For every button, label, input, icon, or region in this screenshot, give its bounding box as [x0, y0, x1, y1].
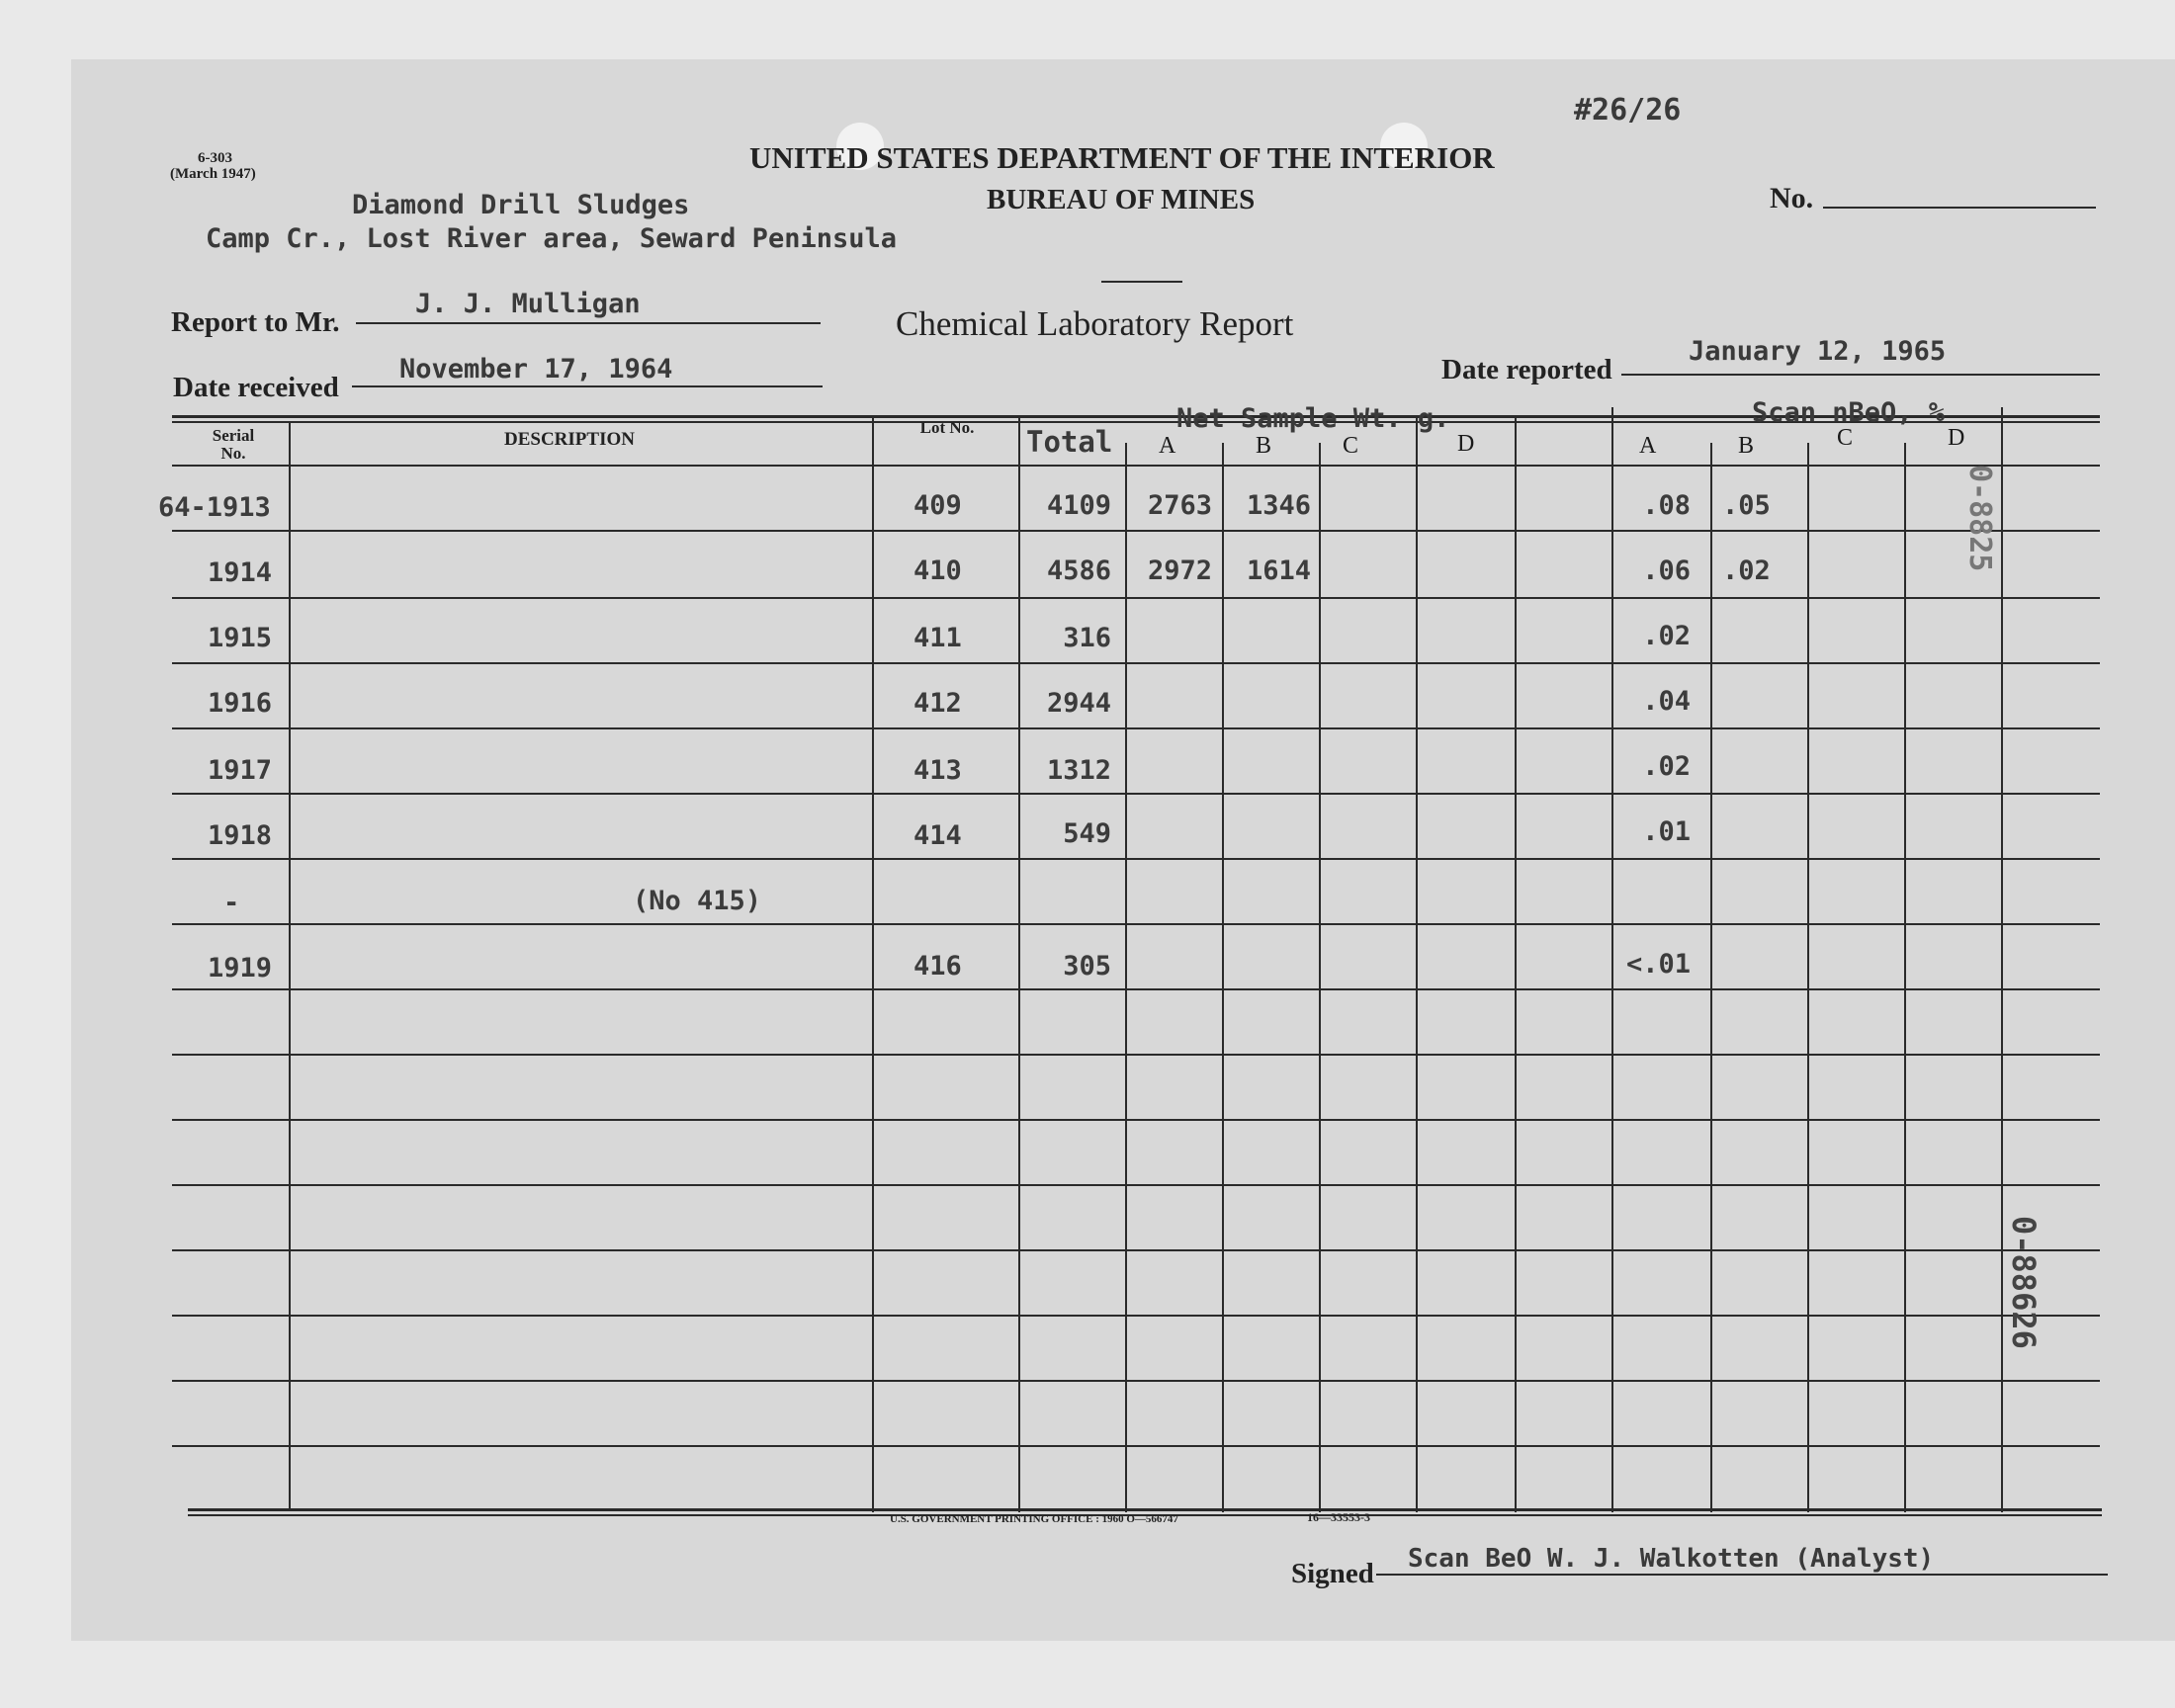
signed-label: Signed: [1291, 1558, 1374, 1589]
cell-serial: 1919: [208, 953, 273, 983]
report-to-label: Report to Mr.: [171, 306, 340, 338]
date-received-value: November 17, 1964: [399, 354, 673, 384]
no-label: No.: [1770, 182, 1814, 214]
cell-lot: 410: [914, 555, 962, 586]
title-divider: [1101, 281, 1182, 283]
report-sheet: [71, 59, 2175, 1641]
cell-scan-b: .05: [1722, 490, 1771, 521]
cell-scan-a: .04: [1642, 686, 1691, 717]
header-wt-b: B: [1256, 433, 1272, 459]
report-to-value: J. J. Mulligan: [415, 289, 641, 319]
cell-serial: 1916: [208, 688, 273, 719]
agency-title: UNITED STATES DEPARTMENT OF THE INTERIOR: [749, 140, 1495, 175]
subject-line-1: Diamond Drill Sludges: [352, 190, 690, 220]
cell-total: 4586: [1046, 555, 1111, 586]
header-scan-a: A: [1639, 433, 1657, 459]
header-scan-d: D: [1948, 425, 1965, 451]
header-scan-c: C: [1837, 425, 1854, 451]
side-stamp-upper: 0-8825: [1962, 465, 1997, 572]
cell-serial: -: [223, 888, 240, 918]
cell-wt-a: 2972: [1147, 555, 1212, 586]
cell-serial: 1914: [208, 557, 273, 588]
cell-lot: 414: [914, 820, 962, 851]
form-date: (March 1947): [170, 166, 256, 182]
cell-scan-a: .02: [1642, 621, 1691, 651]
cell-serial: 1918: [208, 820, 273, 851]
cell-total: 305: [1063, 951, 1111, 982]
no-underline: [1823, 207, 2096, 209]
cell-scan-a: .06: [1642, 555, 1691, 586]
form-code: 16—33553-3: [1307, 1510, 1370, 1524]
cell-scan-a: <.01: [1625, 949, 1691, 980]
cell-lot: 416: [914, 951, 962, 982]
signature-underline: [1376, 1574, 2108, 1576]
signed-value: Scan BeO W. J. Walkotten (Analyst): [1408, 1544, 1935, 1574]
cell-total: 549: [1063, 818, 1111, 849]
header-lot-no: Lot No.: [919, 418, 975, 437]
cell-total: 4109: [1046, 490, 1111, 521]
cell-total: 1312: [1046, 755, 1111, 786]
cell-wt-b: 1614: [1246, 555, 1311, 586]
cell-serial: 1917: [208, 755, 273, 786]
form-number: 6-303: [198, 150, 232, 166]
header-scan-beo: Scan nBeO, %: [1752, 397, 1946, 428]
header-wt-d: D: [1457, 431, 1475, 457]
cell-serial: 64-1913: [158, 492, 271, 523]
subject-line-2: Camp Cr., Lost River area, Seward Peninsula: [206, 223, 897, 254]
date-reported-underline: [1621, 374, 2100, 376]
cell-lot: 413: [914, 755, 962, 786]
header-description: DESCRIPTION: [504, 429, 635, 450]
report-to-underline: [356, 322, 821, 324]
date-reported-value: January 12, 1965: [1689, 336, 1947, 367]
cell-wt-a: 2763: [1147, 490, 1212, 521]
date-received-underline: [352, 385, 823, 387]
cell-total: 316: [1063, 623, 1111, 653]
header-serial-no: Serial No.: [212, 426, 255, 463]
side-stamp-lower: 0-88626: [2005, 1216, 2043, 1349]
header-wt-c: C: [1343, 433, 1359, 459]
cell-lot: 409: [914, 490, 962, 521]
cell-total: 2944: [1046, 688, 1111, 719]
header-wt-a: A: [1159, 433, 1176, 459]
cell-lot: 411: [914, 623, 962, 653]
cell-scan-b: .02: [1722, 555, 1771, 586]
cell-serial: 1915: [208, 623, 273, 653]
cell-scan-a: .02: [1642, 751, 1691, 782]
header-net-sample-wt: Net Sample Wt. g.: [1176, 403, 1450, 434]
header-total: Total: [1026, 425, 1113, 459]
date-received-label: Date received: [173, 372, 339, 403]
cell-lot: 412: [914, 688, 962, 719]
header-scan-b: B: [1738, 433, 1755, 459]
cell-description: (No 415): [633, 886, 762, 916]
cell-scan-a: .01: [1642, 816, 1691, 847]
report-title: Chemical Laboratory Report: [896, 304, 1294, 343]
printing-office-note: U.S. GOVERNMENT PRINTING OFFICE : 1960 O—566747: [890, 1513, 1178, 1525]
bureau-title: BUREAU OF MINES: [987, 184, 1256, 215]
page-reference: #26/26: [1574, 93, 1682, 128]
date-reported-label: Date reported: [1441, 354, 1612, 385]
cell-scan-a: .08: [1642, 490, 1691, 521]
cell-wt-b: 1346: [1246, 490, 1311, 521]
